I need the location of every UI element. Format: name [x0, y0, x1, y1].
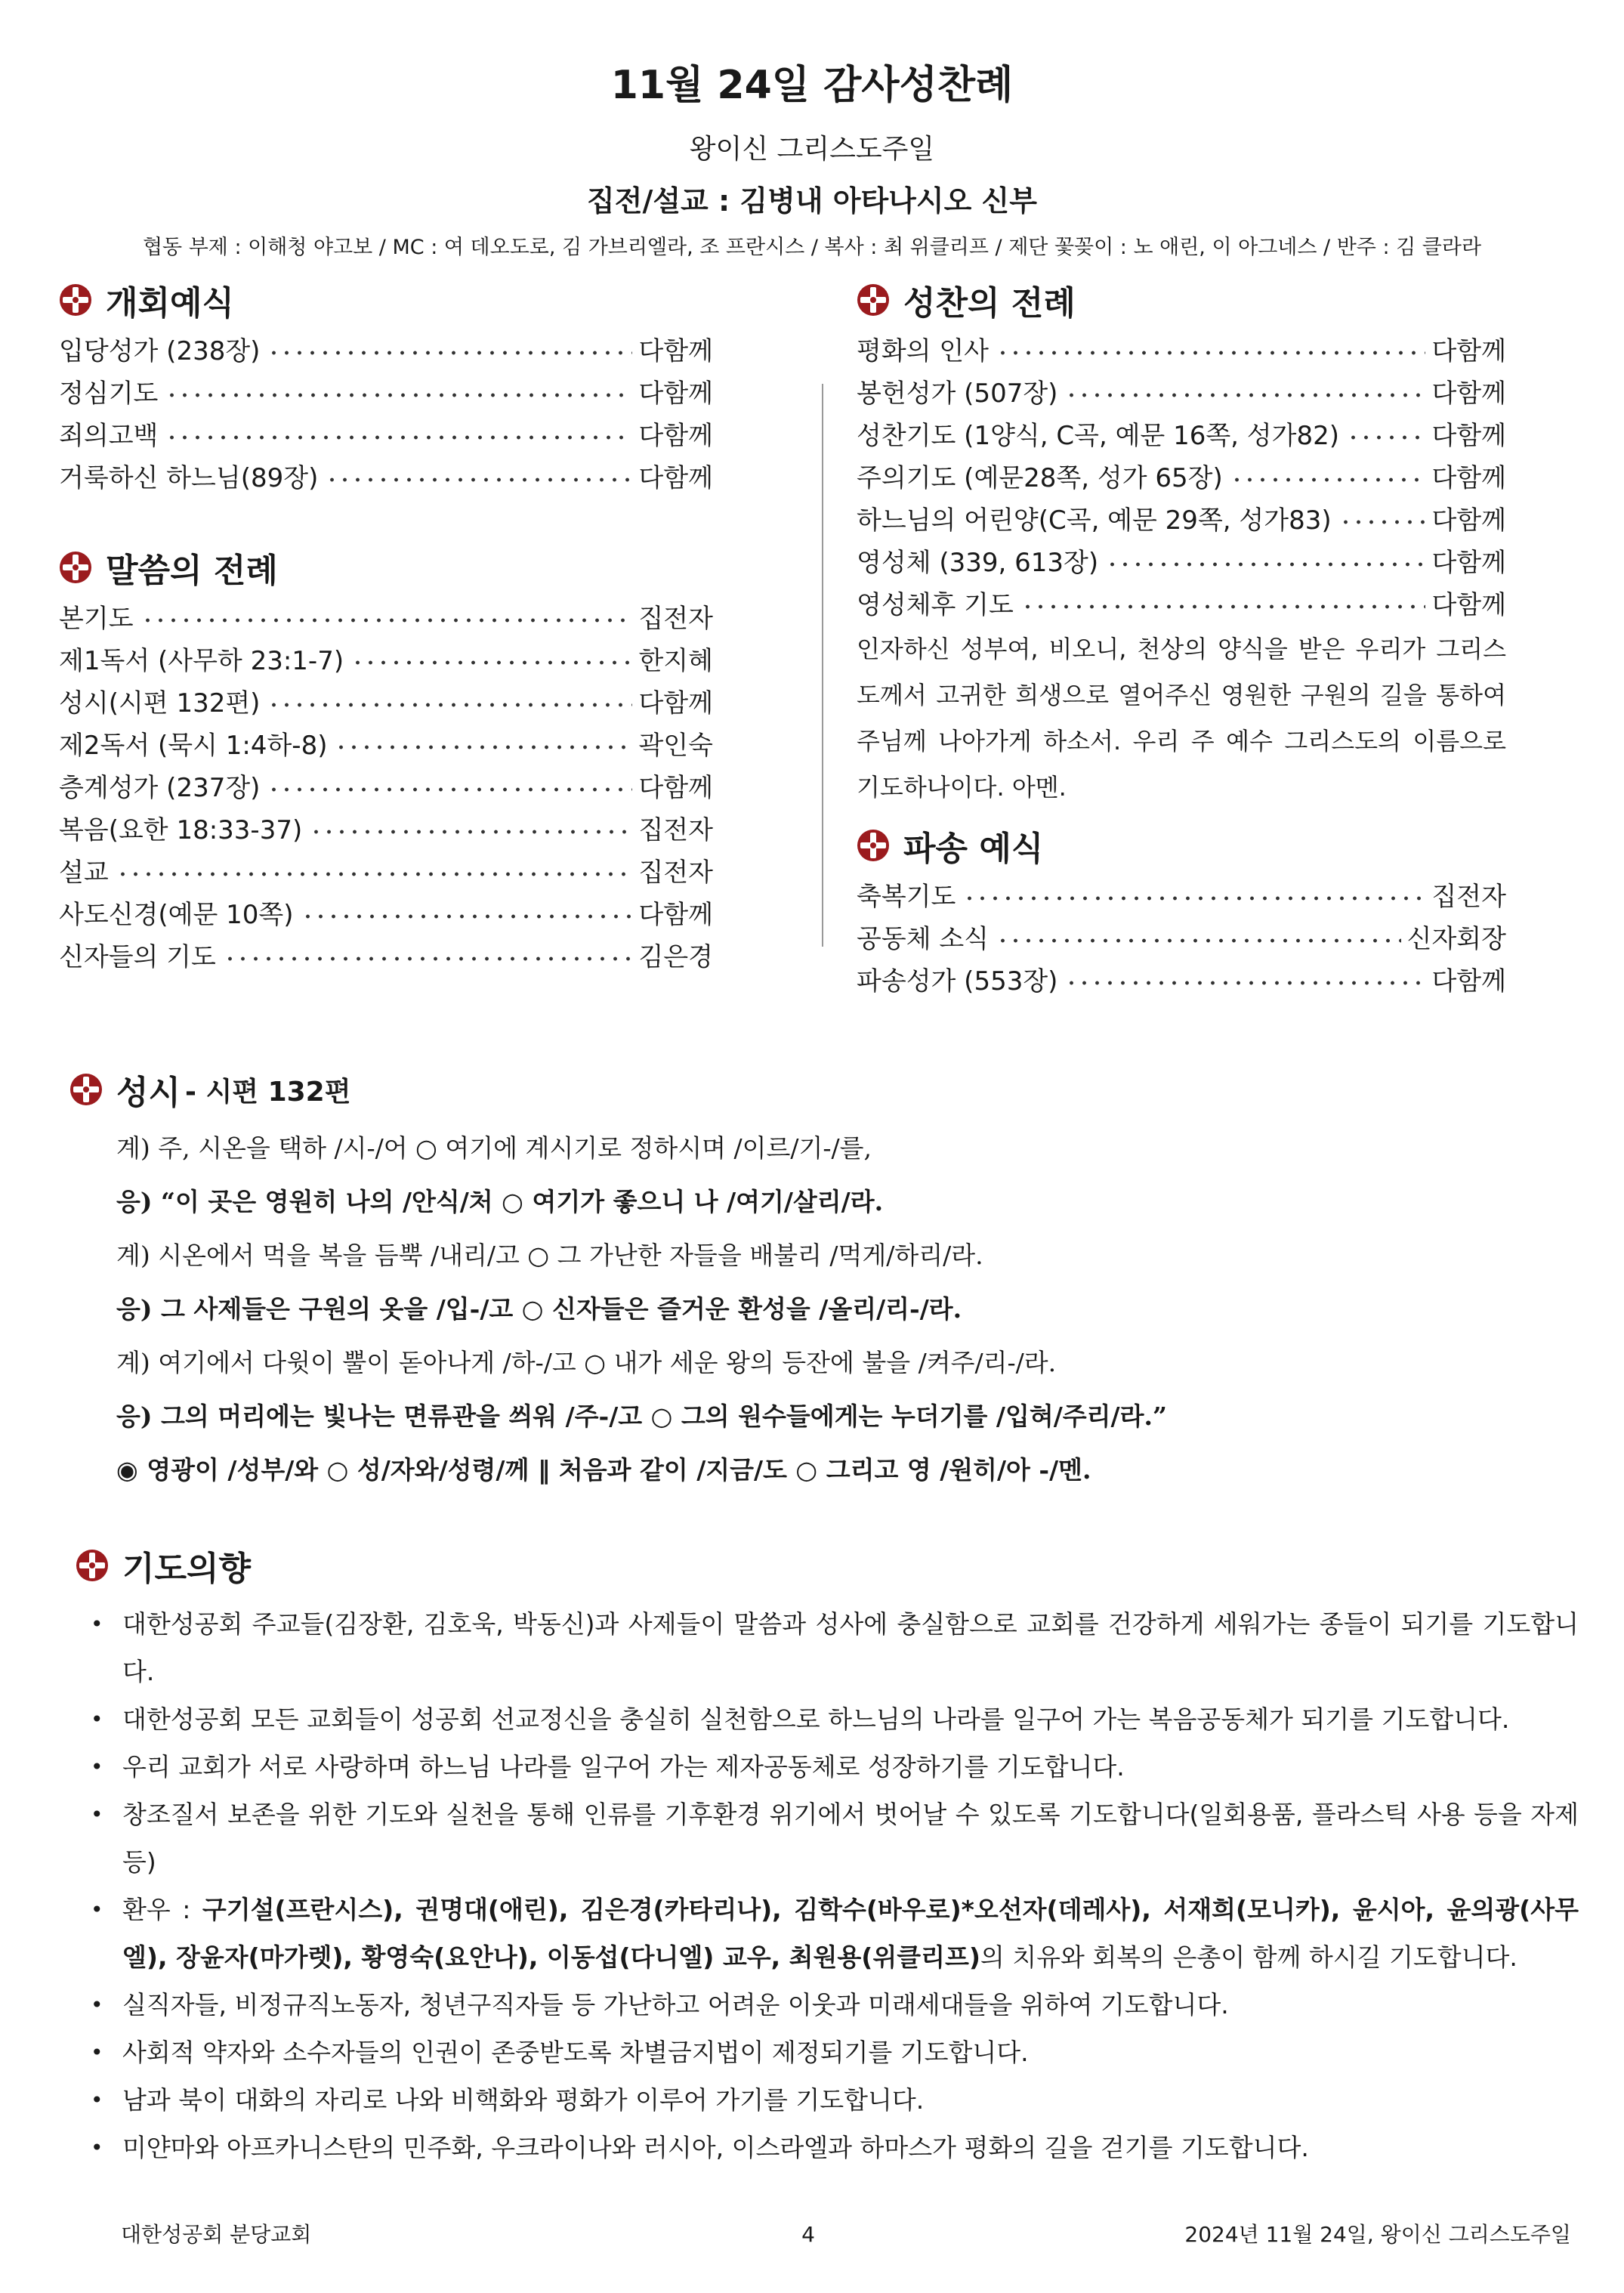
order-item-responsible: 다함께 — [638, 463, 713, 493]
order-item-name: 성찬기도 (1양식, C곡, 예문 16쪽, 성가82) — [857, 421, 1340, 451]
order-item-responsible: 한지혜 — [638, 646, 713, 676]
dot-leader — [224, 951, 633, 966]
bulletin-header — [0, 59, 1624, 264]
sick-names: 구기설(프란시스), 권명대(애린), 김은경(카타리나), 김학수(바우로)*오선자(데레사), 서재희(모니카), 윤시아, 윤의광(사무엘), 장윤자(마가렛), 황영숙(요안나), 이동섭(다니엘) 교우, 최원용(위클리프) — [122, 1895, 1579, 1972]
psalm-line: 응) “이 곳은 영원히 나의 /안식/처 ○ 여기가 좋으니 나 /여기/살리/라. — [116, 1187, 884, 1216]
dot-leader — [267, 782, 632, 797]
order-item-name: 층계성가 (237장) — [59, 773, 261, 803]
psalm-line: 응) 그의 머리에는 빛나는 면류관을 씌워 /주-/고 ○ 그의 원수들에게는 누더기를 /입혀/주리/라.” — [116, 1401, 1167, 1431]
page-number: 4 — [801, 2222, 815, 2247]
intention-item: • 남과 북이 대화의 자리로 나와 비핵화와 평화가 이루어 가기를 기도합니다. — [91, 2076, 1579, 2124]
order-item-name: 죄의고백 — [59, 421, 159, 451]
order-item-responsible: 김은경 — [638, 942, 713, 972]
order-item-name: 입당성가 (238장) — [59, 336, 261, 366]
section-heading-eucharist — [857, 276, 1506, 324]
footer-date: 2024년 11월 24일, 왕이신 그리스도주일 — [1184, 2222, 1571, 2247]
order-item-name: 축복기도 — [857, 882, 956, 912]
order-item-responsible: 신자회장 — [1406, 924, 1506, 954]
order-item-name: 공동체 소식 — [857, 924, 990, 954]
psalm-line: ◉ 영광이 /성부/와 ○ 성/자와/성령/께 ‖ 처음과 같이 /지금/도 ○ 그리고 영 /원히/아 -/멘. — [116, 1455, 1091, 1485]
order-row — [59, 894, 713, 936]
intention-item: • 창조질서 보존을 위한 기도와 실천을 통해 인류를 기후환경 위기에서 벗어날 수 있도록 기도합니다(일회용품, 플라스틱 사용 등을 자제 등) — [91, 1791, 1579, 1886]
order-item-responsible: 다함께 — [1431, 590, 1506, 620]
order-row — [857, 330, 1506, 372]
left-column — [59, 276, 713, 978]
post-communion-prayer: 인자하신 성부여, 비오니, 천상의 양식을 받은 우리가 그리스도께서 고귀한 희생으로 열어주신 영원한 구원의 길을 통하여 주님께 나아가게 하소서. 우리 주 예수 그리스도의 이름으로 기도하나이다. 아멘. — [857, 635, 1506, 802]
order-row — [857, 415, 1506, 457]
sick-suffix: 의 치유와 회복의 은총이 함께 하시길 기도합니다. — [980, 1942, 1517, 1972]
psalm-lines — [116, 1121, 1573, 1497]
footer-church: 대한성공회 분당교회 — [121, 2222, 312, 2247]
page-subtitle: 왕이신 그리스도주일 — [689, 134, 935, 165]
order-row — [59, 372, 713, 415]
dot-leader — [996, 933, 1401, 948]
order-item-responsible: 다함께 — [638, 379, 713, 409]
order-row — [857, 372, 1506, 415]
cross-icon — [69, 1073, 103, 1106]
section-heading-opening — [59, 276, 713, 324]
staff-line: 협동 부제 : 이해청 야고보 / MC : 여 데오도로, 김 가브리엘라, 조 프란시스 / 복사 : 최 위클리프 / 제단 꽃꽂이 : 노 애린, 이 아그네스 / 반주 : 김 클라라 — [142, 236, 1482, 259]
order-item-responsible: 다함께 — [638, 900, 713, 930]
intention-item: • 실직자들, 비정규직노동자, 청년구직자들 등 가난하고 어려운 이웃과 미래세대들을 위하여 기도합니다. — [91, 1981, 1579, 2029]
intention-item: • 우리 교회가 서로 사랑하며 하느님 나라를 일구어 가는 제자공동체로 성장하기를 기도합니다. — [91, 1743, 1579, 1791]
order-item-name: 제2독서 (묵시 1:4하-8) — [59, 731, 328, 761]
dot-leader — [335, 740, 632, 755]
order-item-name: 영성체 (339, 613장) — [857, 548, 1099, 578]
order-row — [59, 598, 713, 640]
page-title: 11월 24일 감사성찬례 — [610, 63, 1014, 108]
order-item-responsible: 다함께 — [1431, 421, 1506, 451]
dot-leader — [1021, 599, 1426, 614]
order-item-name: 신자들의 기도 — [59, 942, 216, 972]
cross-icon — [857, 283, 890, 317]
intention-item-sick — [91, 1886, 1579, 1981]
order-row — [59, 682, 713, 725]
order-item-responsible: 다함께 — [1431, 548, 1506, 578]
order-list-dismissal — [857, 876, 1506, 1003]
order-item-name: 제1독서 (사무하 23:1-7) — [59, 646, 344, 676]
order-item-name: 본기도 — [59, 604, 134, 634]
section-title: 파송 예식 — [903, 830, 1044, 868]
order-item-responsible: 다함께 — [638, 773, 713, 803]
order-item-responsible: 다함께 — [638, 421, 713, 451]
right-column — [857, 276, 1506, 1003]
order-list-word — [59, 598, 713, 978]
section-subtitle: - 시편 132편 — [185, 1076, 351, 1108]
order-list-opening — [59, 330, 713, 499]
intention-item: • 대한성공회 모든 교회들이 성공회 선교정신을 충실히 실천함으로 하느님의 나라를 일구어 가는 복음공동체가 되기를 기도합니다. — [91, 1695, 1579, 1743]
order-row — [59, 415, 713, 457]
order-item-name: 하느님의 어린양(C곡, 예문 29쪽, 성가83) — [857, 505, 1332, 536]
dot-leader — [267, 697, 632, 712]
dot-leader — [996, 345, 1425, 360]
dot-leader — [141, 613, 633, 628]
dot-leader — [301, 909, 633, 924]
psalm-section — [69, 1065, 1573, 1497]
cross-icon — [76, 1549, 109, 1582]
sick-prefix: 환우 : — [122, 1895, 202, 1924]
psalm-line: 계) 여기에서 다윗이 뿔이 돋아나게 /하-/고 ○ 내가 세운 왕의 등잔에 불을 /켜주/리-/라. — [116, 1348, 1057, 1377]
section-title: 말씀의 전례 — [106, 552, 278, 590]
order-item-responsible: 집전자 — [1431, 882, 1506, 912]
order-item-responsible: 다함께 — [1431, 505, 1506, 536]
psalm-line: 응) 그 사제들은 구원의 옷을 /입-/고 ○ 신자들은 즐거운 환성을 /올리/리-/라. — [116, 1294, 962, 1324]
celebrant-line: 집전/설교 : 김병내 아타나시오 신부 — [587, 184, 1037, 218]
order-item-responsible: 집전자 — [638, 815, 713, 845]
order-item-name: 사도신경(예문 10쪽) — [59, 900, 294, 930]
order-item-responsible: 다함께 — [638, 336, 713, 366]
section-title: 개회예식 — [106, 284, 235, 323]
intentions-section — [76, 1541, 1579, 2171]
order-item-name: 성시(시편 132편) — [59, 688, 261, 718]
dot-leader — [165, 430, 632, 445]
order-row — [59, 640, 713, 682]
order-list-eucharist — [857, 330, 1506, 626]
section-title: 성시 — [116, 1074, 181, 1112]
section-heading-psalm — [69, 1065, 1573, 1114]
section-heading-word — [59, 543, 713, 592]
intention-item: • 사회적 약자와 소수자들의 인권이 존중받도록 차별금지법이 제정되기를 기도합니다. — [91, 2029, 1579, 2076]
dot-leader — [1106, 557, 1425, 572]
order-item-responsible: 다함께 — [1431, 336, 1506, 366]
cross-icon — [59, 551, 92, 584]
intentions-list — [91, 1600, 1579, 2171]
dot-leader — [963, 891, 1425, 906]
order-row — [857, 960, 1506, 1003]
psalm-line: 계) 주, 시온을 택하 /시-/어 ○ 여기에 계시기로 정하시며 /이르/기-/를, — [116, 1133, 872, 1163]
dot-leader — [1339, 515, 1426, 530]
order-row — [59, 457, 713, 499]
dot-leader — [1347, 430, 1425, 445]
order-row — [857, 542, 1506, 584]
dot-leader — [165, 388, 632, 403]
order-item-responsible: 집전자 — [638, 858, 713, 888]
section-title: 성찬의 전례 — [903, 284, 1076, 323]
order-item-name: 설교 — [59, 858, 109, 888]
dot-leader — [267, 345, 632, 360]
section-heading-dismissal — [857, 821, 1506, 870]
order-row — [59, 936, 713, 978]
order-row — [59, 851, 713, 894]
order-row — [857, 876, 1506, 918]
intention-item: • 미얀마와 아프카니스탄의 민주화, 우크라이나와 러시아, 이스라엘과 하마스가 평화의 길을 걷기를 기도합니다. — [91, 2124, 1579, 2171]
order-item-name: 거룩하신 하느님(89장) — [59, 463, 319, 493]
order-item-name: 주의기도 (예문28쪽, 성가 65장) — [857, 463, 1223, 493]
order-item-responsible: 다함께 — [638, 688, 713, 718]
order-row — [59, 330, 713, 372]
section-heading-intentions — [76, 1541, 1579, 1590]
order-item-responsible: 다함께 — [1431, 966, 1506, 997]
order-row — [857, 584, 1506, 626]
order-item-name: 파송성가 (553장) — [857, 966, 1058, 997]
order-row — [857, 918, 1506, 960]
dot-leader — [116, 867, 633, 882]
order-item-name: 영성체후 기도 — [857, 590, 1014, 620]
order-item-name: 정심기도 — [59, 379, 159, 409]
dot-leader — [351, 655, 632, 670]
psalm-line: 계) 시온에서 먹을 복을 듬뿍 /내리/고 ○ 그 가난한 자들을 배불리 /먹게/하리/라. — [116, 1241, 983, 1270]
column-divider — [822, 384, 823, 947]
order-item-responsible: 다함께 — [1431, 463, 1506, 493]
dot-leader — [326, 472, 632, 487]
intention-item: • 대한성공회 주교들(김장환, 김호욱, 박동신)과 사제들이 말씀과 성사에 충실함으로 교회를 건강하게 세워가는 종들이 되기를 기도합니다. — [91, 1600, 1579, 1695]
cross-icon — [59, 283, 92, 317]
order-item-responsible: 곽인숙 — [638, 731, 713, 761]
order-item-name: 봉헌성가 (507장) — [857, 379, 1058, 409]
order-row — [857, 457, 1506, 499]
section-title: 기도의향 — [122, 1550, 252, 1588]
dot-leader — [1065, 388, 1425, 403]
order-row — [59, 725, 713, 767]
order-item-name: 평화의 인사 — [857, 336, 990, 366]
order-row — [857, 499, 1506, 542]
dot-leader — [310, 824, 632, 839]
order-item-responsible: 다함께 — [1431, 379, 1506, 409]
dot-leader — [1065, 975, 1425, 990]
order-row — [59, 767, 713, 809]
order-item-name: 복음(요한 18:33-37) — [59, 815, 303, 845]
order-item-responsible: 집전자 — [638, 604, 713, 634]
dot-leader — [1230, 472, 1426, 487]
order-row — [59, 809, 713, 851]
cross-icon — [857, 829, 890, 862]
